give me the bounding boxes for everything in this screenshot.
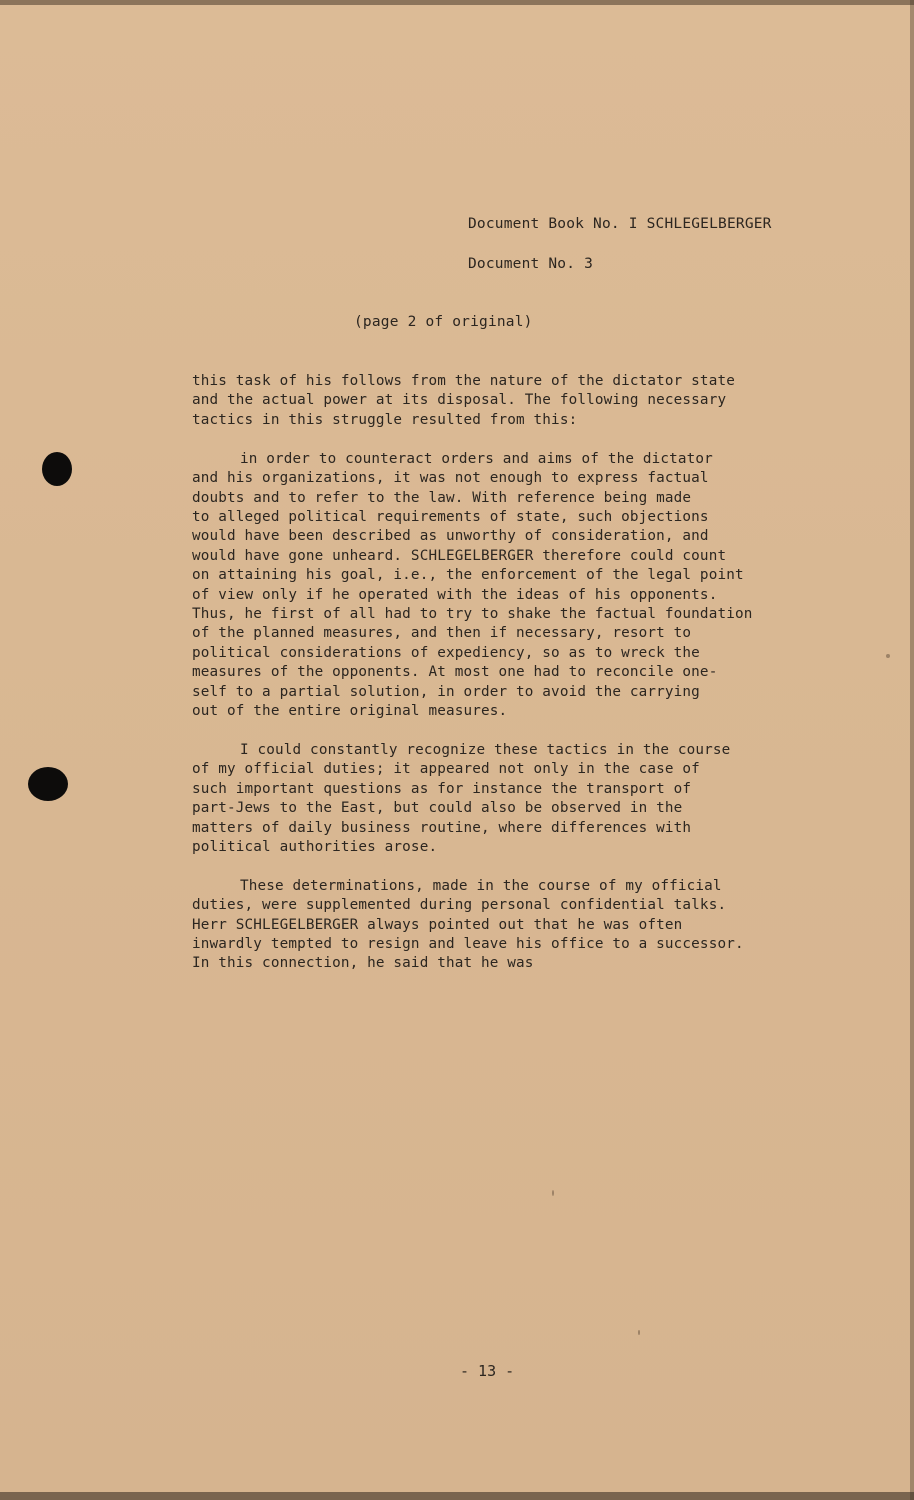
- text-line: of view only if he operated with the ideas of his opponents.: [192, 586, 718, 603]
- text-line: would have been described as unworthy of consideration, and: [192, 528, 709, 545]
- paragraph: [192, 372, 817, 430]
- document-book-title: Document Book No. I SCHLEGELBERGER: [468, 216, 772, 232]
- text-line: In this connection, he said that he was: [192, 955, 534, 972]
- text-line: and the actual power at its disposal. The following necessary: [192, 392, 727, 409]
- paper-speck: [886, 654, 890, 658]
- scan-top-edge: [0, 0, 914, 5]
- text-line: this task of his follows from the nature of the dictator state: [192, 373, 735, 389]
- text-line: out of the entire original measures.: [192, 703, 508, 719]
- text-line: political authorities arose.: [192, 838, 438, 855]
- text-line: of my official duties; it appeared not only in the case of: [192, 761, 700, 778]
- paper-speck: [552, 1190, 554, 1196]
- text-line: These determinations, made in the course of my official: [240, 877, 722, 894]
- text-line: on attaining his goal, i.e., the enforcement of the legal point: [192, 567, 744, 584]
- paragraph: [192, 450, 817, 722]
- document-number: Document No. 3: [468, 256, 594, 272]
- text-line: political considerations of expediency, so as to wreck the: [192, 644, 700, 661]
- paragraph: [192, 877, 817, 974]
- text-line: part-Jews to the East, but could also be observed in the: [192, 800, 683, 817]
- text-line: to alleged political requirements of state, such objections: [192, 508, 709, 525]
- punch-hole-upper: [42, 452, 72, 486]
- text-line: matters of daily business routine, where differences with: [192, 819, 692, 836]
- text-line: tactics in this struggle resulted from this:: [192, 411, 578, 428]
- paragraph: [192, 741, 817, 857]
- original-page-note: (page 2 of original): [354, 314, 533, 330]
- text-line: and his organizations, it was not enough to express factual: [192, 470, 709, 487]
- text-line: inwardly tempted to resign and leave his office to a successor.: [192, 936, 744, 953]
- text-line: such important questions as for instance the transport of: [192, 780, 692, 797]
- page-number: - 13 -: [460, 1362, 515, 1380]
- paper-speck: [638, 1330, 640, 1335]
- text-line: self to a partial solution, in order to avoid the carrying: [192, 683, 700, 700]
- text-line: measures of the opponents. At most one had to reconcile one-: [192, 664, 718, 681]
- scan-right-edge: [910, 0, 914, 1500]
- text-line: I could constantly recognize these tactics in the course: [240, 741, 731, 758]
- punch-hole-lower: [28, 767, 68, 801]
- text-line: Herr SCHLEGELBERGER always pointed out that he was often: [192, 916, 683, 933]
- text-line: would have gone unheard. SCHLEGELBERGER therefore could count: [192, 547, 727, 564]
- text-line: duties, were supplemented during personal confidential talks.: [192, 897, 727, 914]
- scan-bottom-edge: [0, 1492, 914, 1500]
- text-line: Thus, he first of all had to try to shake the factual foundation: [192, 605, 753, 622]
- text-line: of the planned measures, and then if necessary, resort to: [192, 625, 692, 642]
- text-line: in order to counteract orders and aims of the dictator: [240, 450, 713, 467]
- text-line: doubts and to refer to the law. With reference being made: [192, 489, 692, 506]
- document-body: [192, 372, 817, 993]
